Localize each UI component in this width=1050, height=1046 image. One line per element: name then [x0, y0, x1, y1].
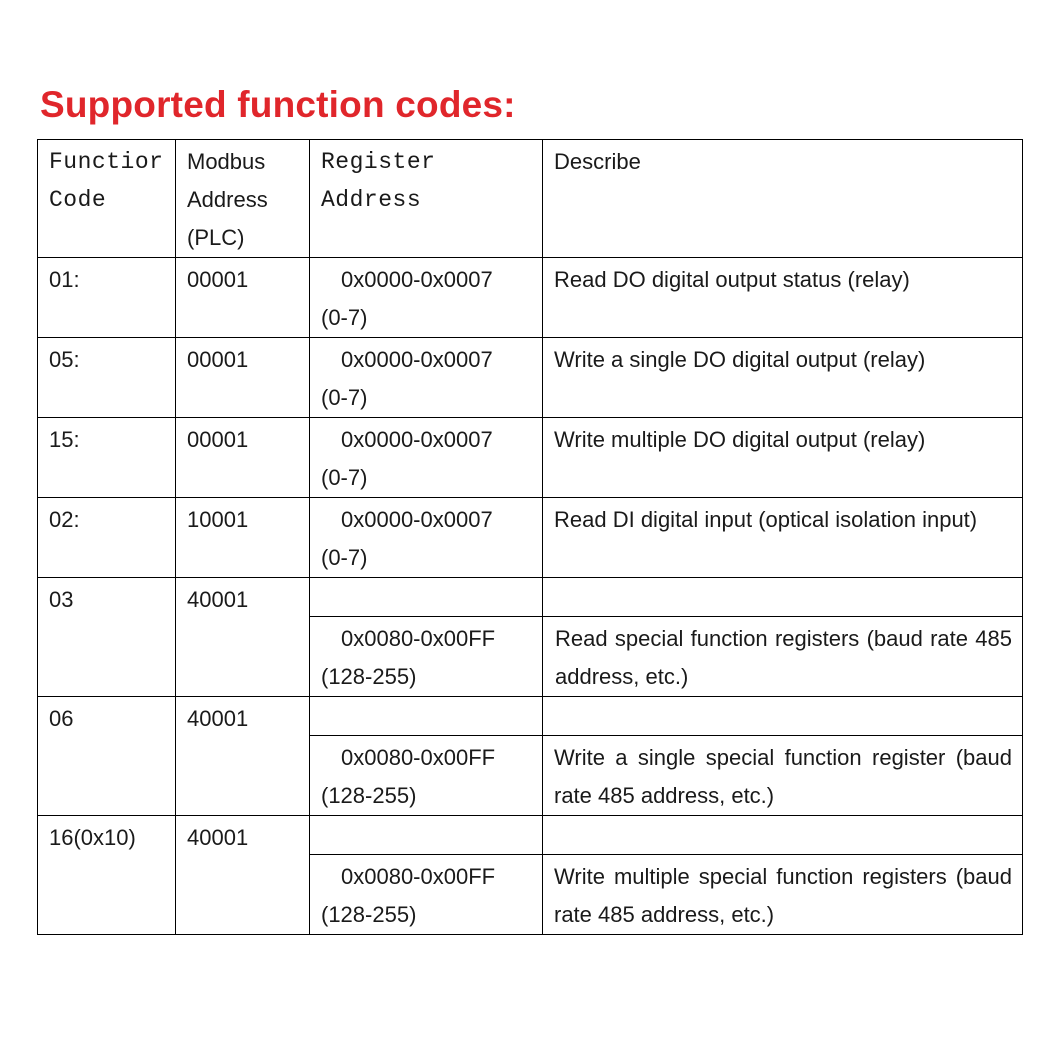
- register-index-range: (128-255): [321, 664, 417, 689]
- function-code-cell: 16(0x10): [38, 816, 176, 935]
- register-range: 0x0080-0x00FF: [341, 626, 496, 651]
- modbus-address-cell: 40001: [176, 697, 310, 816]
- function-code-cell: 01:: [38, 258, 176, 338]
- register-address-cell: [310, 617, 543, 697]
- header-register-address: Register Address: [310, 140, 543, 258]
- modbus-address-cell: 40001: [176, 816, 310, 935]
- header-modbus-address: Modbus Address (PLC): [176, 140, 310, 258]
- register-range: 0x0000-0x0007: [341, 267, 493, 292]
- header-function-code: Functior Code: [38, 140, 176, 258]
- register-address-cell: [310, 855, 543, 935]
- description-cell: Read DO digital output status (relay): [543, 258, 1023, 338]
- function-code-cell: 02:: [38, 498, 176, 578]
- description-cell: Write multiple special function registers (baud rate 485 address, etc.): [543, 855, 1023, 935]
- register-address-cell: [310, 338, 543, 418]
- description-cell: Read DI digital input (optical isolation input): [543, 498, 1023, 578]
- empty-cell: [543, 816, 1023, 855]
- register-index-range: (0-7): [321, 465, 368, 490]
- page-title: Supported function codes:: [40, 84, 516, 125]
- function-code-cell: 06: [38, 697, 176, 816]
- register-range: 0x0000-0x0007: [341, 427, 493, 452]
- table-row: [38, 258, 1023, 338]
- register-index-range: (0-7): [321, 385, 368, 410]
- function-code-cell: 03: [38, 578, 176, 697]
- register-range: 0x0000-0x0007: [341, 347, 493, 372]
- function-code-cell: 15:: [38, 418, 176, 498]
- modbus-address-cell: 00001: [176, 418, 310, 498]
- register-address-cell: [310, 258, 543, 338]
- table-row: [38, 578, 1023, 617]
- register-range: 0x0000-0x0007: [341, 507, 493, 532]
- function-codes-table: [37, 139, 1023, 935]
- function-code-cell: 05:: [38, 338, 176, 418]
- table-header-row: [38, 140, 1023, 258]
- register-index-range: (0-7): [321, 305, 368, 330]
- empty-cell: [543, 697, 1023, 736]
- empty-cell: [543, 578, 1023, 617]
- modbus-address-cell: 00001: [176, 258, 310, 338]
- table-row: [38, 498, 1023, 578]
- description-cell: Read special function registers (baud rate 485 address, etc.): [543, 617, 1023, 697]
- table-row: [38, 816, 1023, 855]
- modbus-address-cell: 40001: [176, 578, 310, 697]
- register-index-range: (128-255): [321, 902, 417, 927]
- empty-cell: [310, 578, 543, 617]
- register-range: 0x0080-0x00FF: [341, 864, 496, 889]
- empty-cell: [310, 697, 543, 736]
- table-row: [38, 338, 1023, 418]
- header-describe: Describe: [543, 140, 1023, 258]
- description-cell: Write a single special function register (baud rate 485 address, etc.): [543, 736, 1023, 816]
- empty-cell: [310, 816, 543, 855]
- description-cell: Write multiple DO digital output (relay): [543, 418, 1023, 498]
- table-row: [38, 418, 1023, 498]
- register-index-range: (0-7): [321, 545, 368, 570]
- modbus-address-cell: 00001: [176, 338, 310, 418]
- table-row: [38, 697, 1023, 736]
- register-address-cell: [310, 498, 543, 578]
- description-cell: Write a single DO digital output (relay): [543, 338, 1023, 418]
- register-index-range: (128-255): [321, 783, 417, 808]
- register-address-cell: [310, 418, 543, 498]
- modbus-address-cell: 10001: [176, 498, 310, 578]
- register-address-cell: [310, 736, 543, 816]
- register-range: 0x0080-0x00FF: [341, 745, 496, 770]
